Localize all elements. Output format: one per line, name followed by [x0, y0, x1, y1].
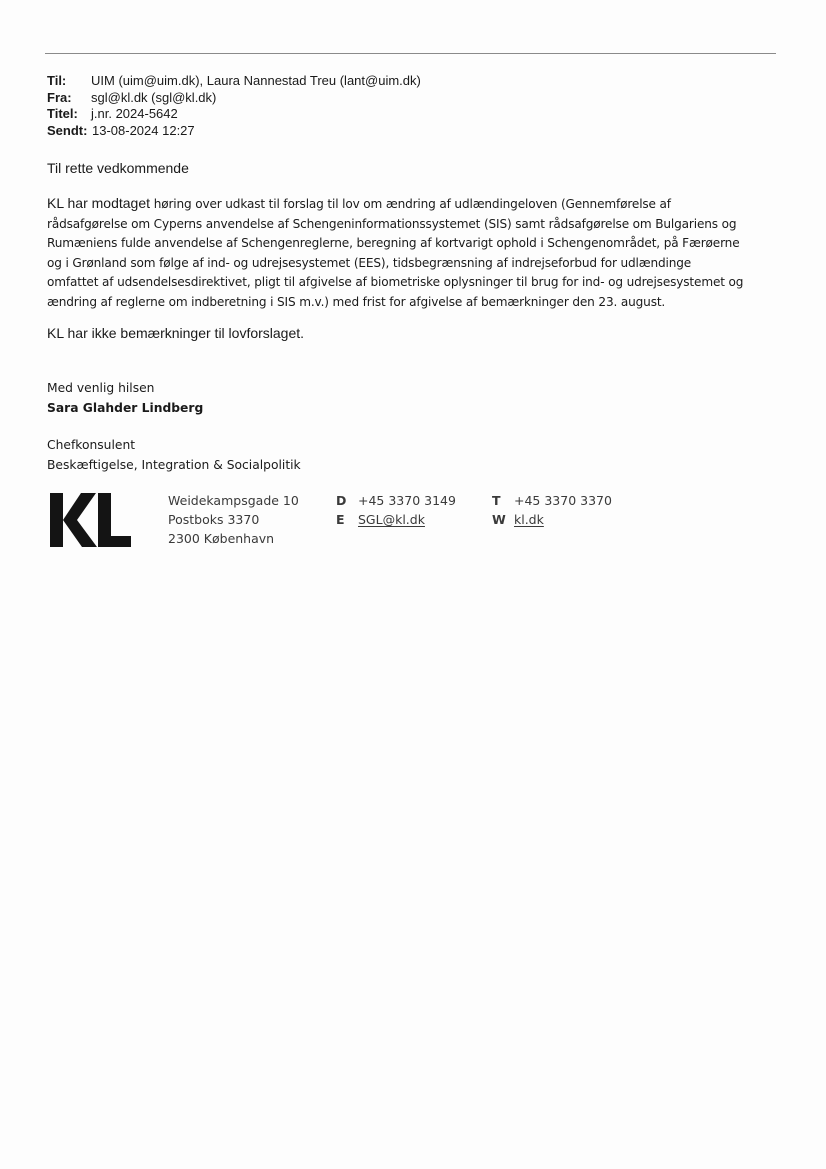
body-line-text: høring over udkast til forslag til lov om ændring af udlændingeloven (Gennemførelse af	[150, 197, 671, 211]
sent-label: Sendt:	[47, 122, 88, 138]
web-link[interactable]: kl.dk	[514, 512, 544, 527]
email-key: E	[336, 512, 345, 527]
signoff	[47, 378, 203, 418]
sender-title-block	[47, 435, 301, 475]
direct-key: D	[336, 493, 347, 508]
direct-phone-row	[336, 491, 456, 510]
web-row	[492, 510, 612, 529]
top-divider	[45, 53, 776, 54]
body-line: og i Grønland som følge af ind- og udrejsesystemet (EES), tidsbegrænsning af indrejseforbud for udlændinge	[47, 255, 692, 270]
sent-row	[47, 123, 421, 140]
email-row	[336, 510, 456, 529]
main-phone: +45 3370 3370	[514, 493, 612, 508]
closing-text: Med venlig hilsen	[47, 381, 155, 395]
direct-phone: +45 3370 3149	[358, 493, 456, 508]
address-city: 2300 København	[168, 531, 275, 546]
contact-direct	[336, 491, 456, 529]
email-link[interactable]: SGL@kl.dk	[358, 512, 425, 527]
from-row	[47, 90, 421, 107]
sent-value: 13-08-2024 12:27	[92, 122, 195, 138]
email-header	[47, 73, 421, 139]
no-remarks-statement: KL har ikke bemærkninger til lovforslaget.	[47, 325, 305, 341]
body-line: rådsafgørelse om Cyperns anvendelse af Schengeninformationssystemet (SIS) samt rådsafgørelse om Bulgariens og	[47, 216, 737, 231]
subject-row	[47, 106, 421, 123]
postal-address	[168, 491, 299, 548]
body-paragraph	[47, 194, 787, 312]
kl-logo	[50, 493, 132, 547]
from-value: sgl@kl.dk (sgl@kl.dk)	[91, 89, 217, 105]
from-label: Fra:	[47, 89, 72, 105]
body-line: omfattet af udsendelsesdirektivet, pligt til afgivelse af biometriske oplysninger til brug for ind- og udrejsesystemet og	[47, 275, 744, 289]
body-lead: KL har modtaget	[47, 195, 150, 211]
sender-department: Beskæftigelse, Integration & Socialpolitik	[47, 458, 301, 472]
address-pobox: Postboks 3370	[168, 512, 260, 527]
body-line	[47, 194, 787, 215]
sender-title: Chefkonsulent	[47, 438, 136, 452]
sender-name: Sara Glahder Lindberg	[47, 401, 204, 415]
address-street: Weidekampsgade 10	[168, 493, 299, 508]
web-key: W	[492, 512, 506, 527]
contact-general	[492, 491, 612, 529]
subject-label: Titel:	[47, 106, 78, 121]
salutation: Til rette vedkommende	[47, 160, 189, 176]
to-label: Til:	[47, 73, 67, 88]
subject-value: j.nr. 2024-5642	[91, 106, 178, 121]
to-row	[47, 73, 421, 90]
body-line: Rumæniens fulde anvendelse af Schengenreglerne, beregning af kortvarigt ophold i Schengenområdet, på Færøerne	[47, 236, 740, 250]
to-value: UIM (uim@uim.dk), Laura Nannestad Treu (lant@uim.dk)	[91, 73, 421, 88]
body-line: ændring af reglerne om indberetning i SIS m.v.) med frist for afgivelse af bemærkninger den 23. august.	[47, 294, 666, 309]
phone-key: T	[492, 493, 501, 508]
phone-row	[492, 491, 612, 510]
